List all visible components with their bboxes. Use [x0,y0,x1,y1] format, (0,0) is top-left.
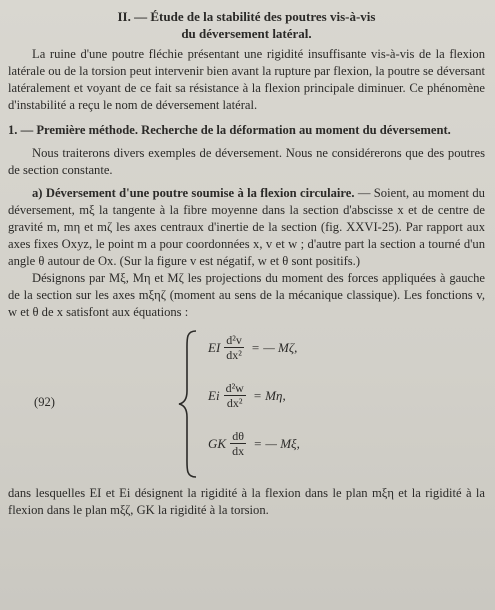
projections-paragraph: Désignons par Mξ, Mη et Mζ les projections du moment des forces appliquées à gauche de la section sur les axes mξηζ (moment au sens de la mécanique classique). Les fonctions v, w et θ de x satisfont aux équations : [8,271,485,319]
equation-1 [208,333,297,362]
eq1-coefficient: EI [208,340,221,355]
eq2-denominator: dx² [226,396,243,410]
intro-paragraph: La ruine d'une poutre fléchie présentant une rigidité insuffisante vis-à-vis de la flexion latérale ou de la torsion peut intervenir bien avant la rupture par flexion, la poutre se déversant latéralement et voyant de ce fait sa résistance à la flexion principale diminuer. Ce phénomène d'instabilité a reçu le nom de déversement latéral. [8,47,485,112]
eq2-numerator: d²w [225,381,244,395]
method-title: 1. — Première méthode. Recherche de la déformation au moment du déversement. [8,123,451,137]
case-a-paragraph [8,185,485,270]
section-heading-line1: II. — Étude de la stabilité des poutres vis-à-vis [117,9,376,24]
equation-number: (92) [34,395,55,409]
curly-brace [176,329,202,479]
equation-3 [208,429,300,458]
equation-system [8,329,485,481]
after-equations-paragraph: dans lesquelles EI et Ei désignent la rigidité à la flexion dans le plan mξη et la rigidité à la flexion dans le plan mξζ, GK la rigidité à la torsion. [8,486,485,517]
eq1-denominator: dx² [226,348,242,362]
case-a-text: — Soient, au moment du déversement, mξ la tangente à la fibre moyenne dans la section d'abscisse x et de centre de gravité m, mη et mζ les axes centraux d'inertie de la section (fig. XXVI-25). Par rapport aux axes fixes Oxyz, le point m a pour coordonnées x, v et w ; d'autre part la section a tourné d'un angle θ autour de Ox. (Sur la figure v est négatif, w et θ sont positifs.) [8,186,485,268]
eq1-numerator: d²v [226,333,242,347]
eq3-numerator: dθ [232,429,244,443]
eq3-fraction [230,429,246,458]
method-paragraph: Nous traiterons divers exemples de déversement. Nous ne considérerons que des poutres de section constante. [8,146,485,177]
case-a-title: a) Déversement d'une poutre soumise à la flexion circulaire. [32,186,355,200]
eq3-equals: = [254,436,262,451]
eq1-rhs: — Mζ, [263,340,298,355]
eq3-rhs: — Mξ, [265,436,300,451]
eq2-equals: = [253,388,262,403]
eq3-denominator: dx [232,444,245,458]
eq1-fraction [224,333,244,362]
eq2-rhs: Mη, [265,388,286,403]
eq2-fraction [224,381,246,410]
eq1-equals: = [251,340,260,355]
section-heading-line2: du déversement latéral. [181,26,312,41]
equation-2 [208,381,286,410]
section-heading [8,8,485,42]
eq2-coefficient: Ei [208,388,220,403]
eq3-coefficient: GK [208,436,227,451]
